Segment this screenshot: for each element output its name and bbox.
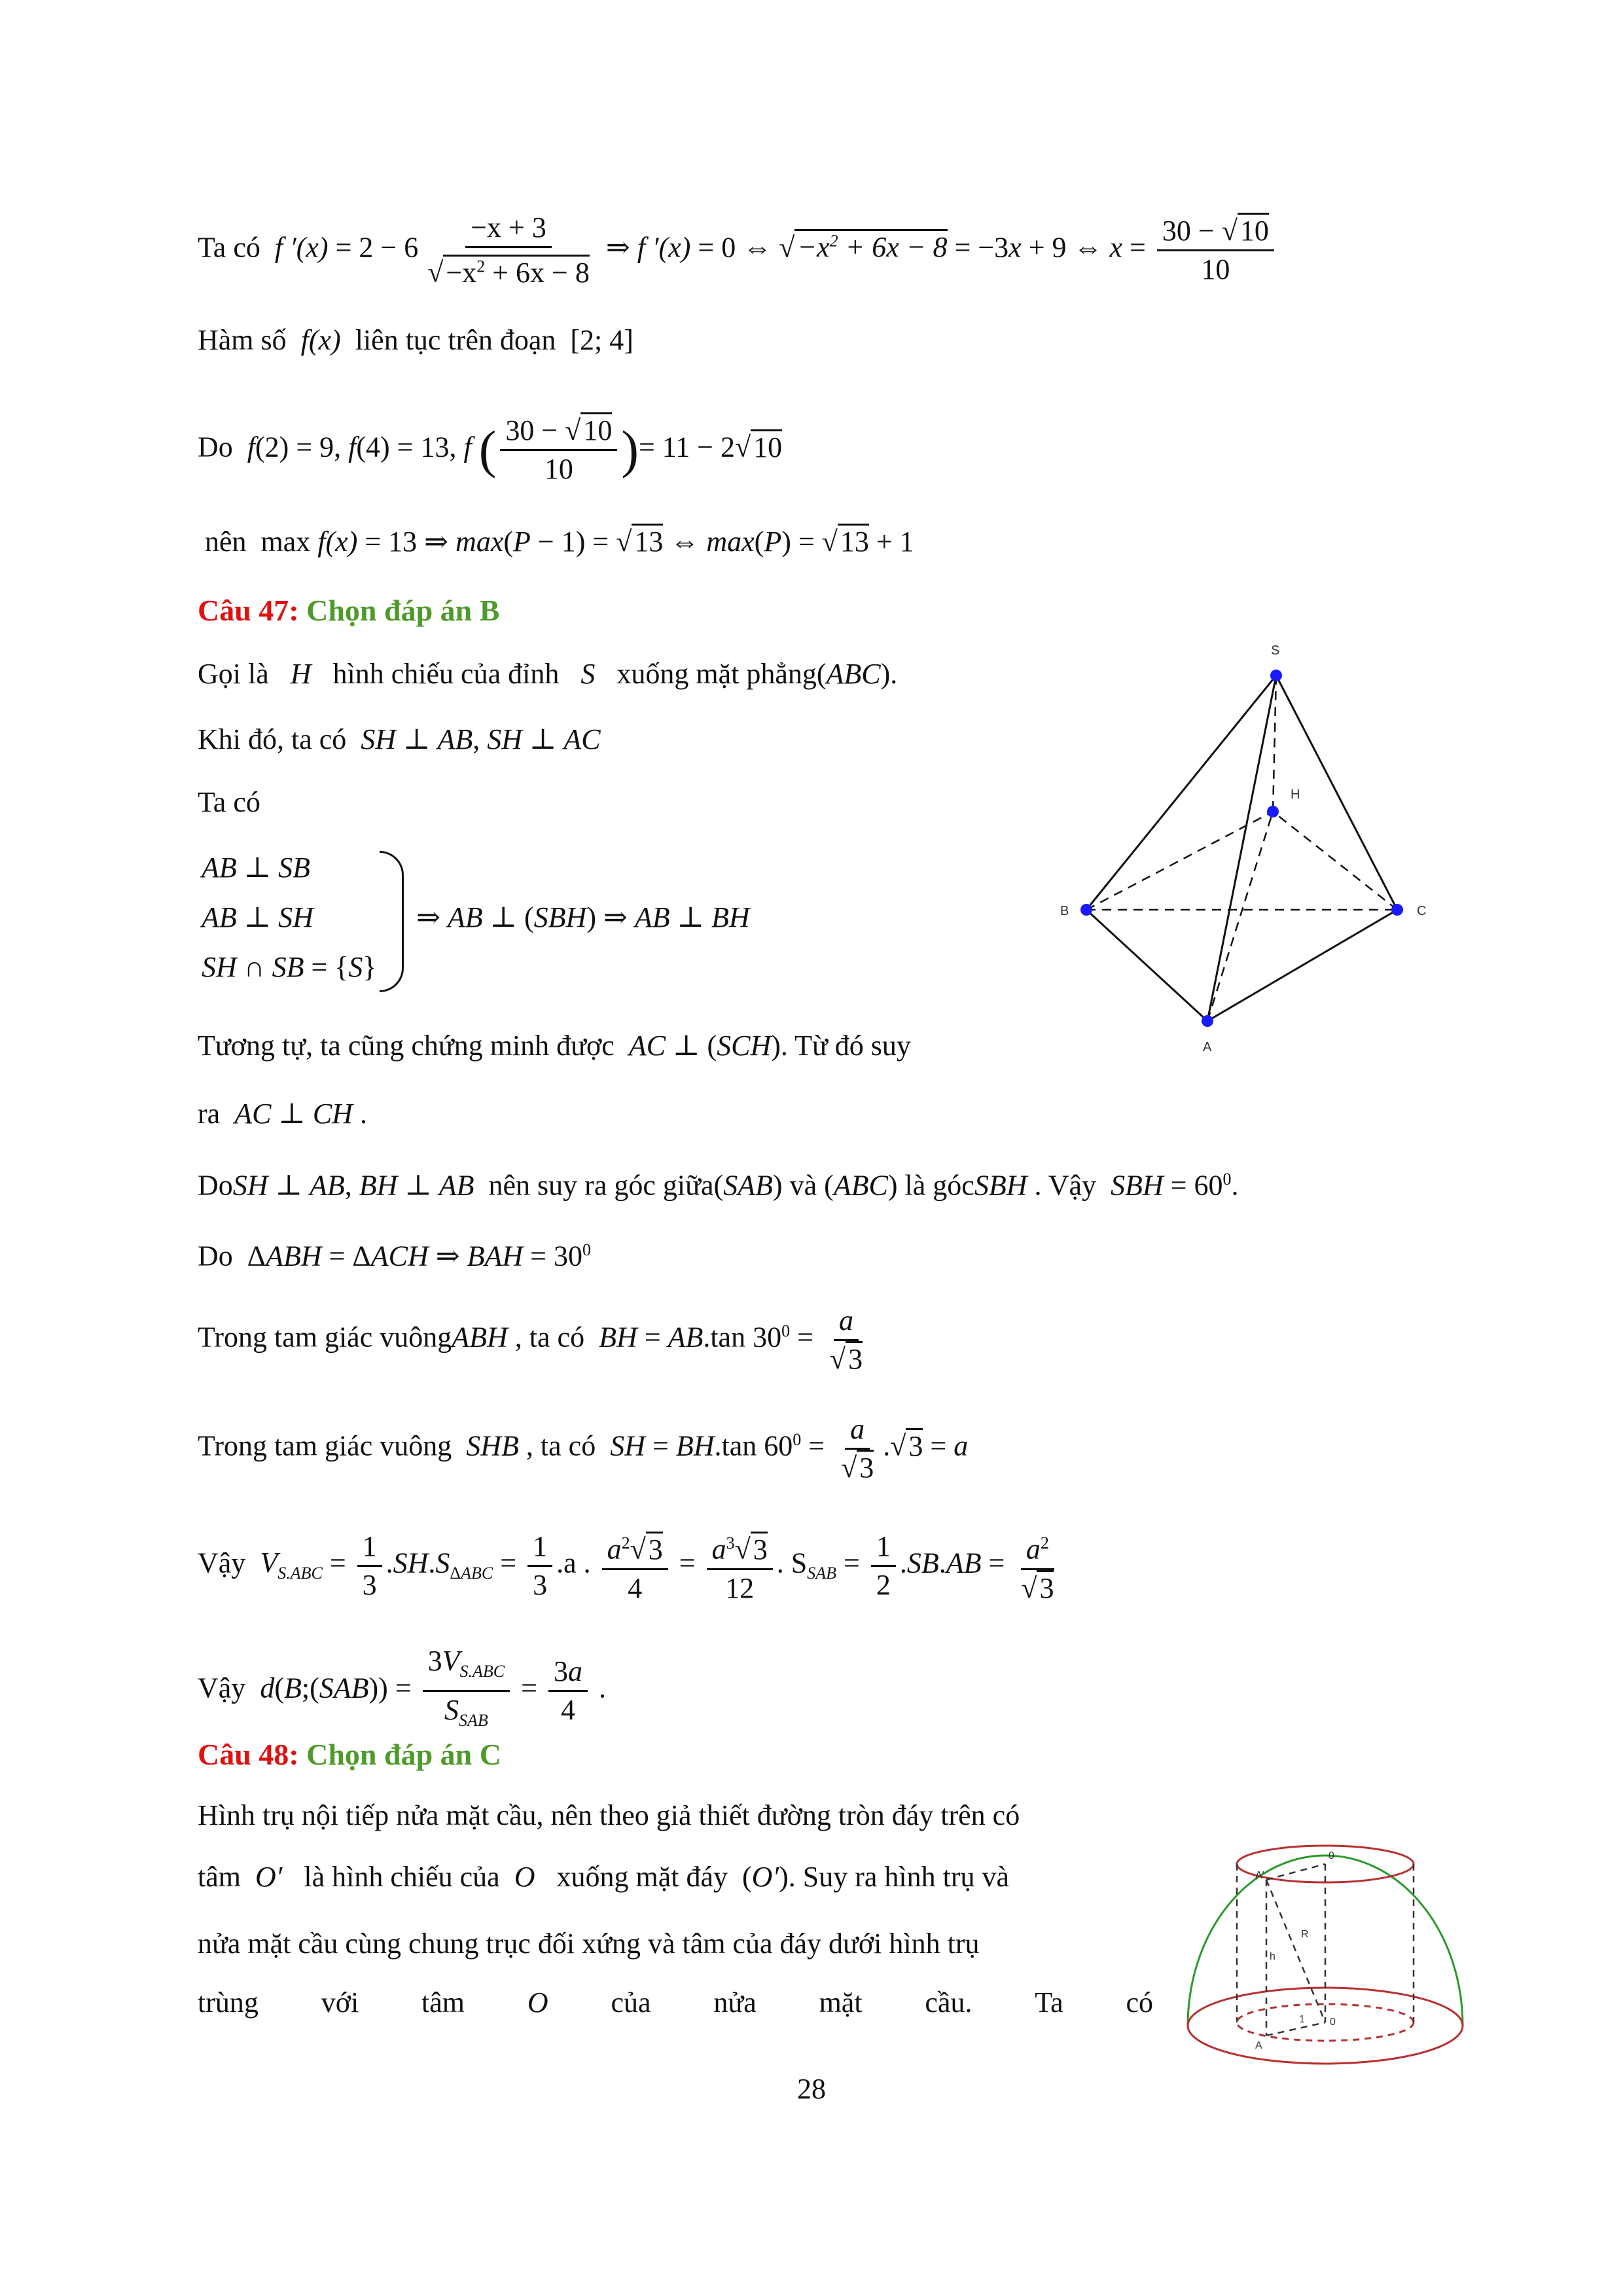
- segment-BH: [1086, 812, 1273, 910]
- line-do-tam-giac: Do ΔABH = ΔACH ⇒ BAH = $30^0$: [198, 1240, 591, 1272]
- label-O-bottom: 0: [1330, 2017, 1336, 2028]
- line-tuong-tu: Tương tự, ta cũng chứng minh được AC ⊥ (SCH). Từ đó suy: [198, 1030, 911, 1062]
- segment-SH: [1273, 675, 1276, 812]
- label-R: R: [1301, 1929, 1309, 1940]
- system-result: ⇒ AB ⊥ (SBH) ⇒ AB ⊥ BH: [416, 901, 750, 933]
- pyramid-figure: [1047, 635, 1479, 1067]
- label-C: C: [1417, 904, 1427, 918]
- line-bh: Trong tam giác vuôngABH , ta có BH = AB.tan $30^0$ = $\frac{a}{√3}$: [198, 1302, 872, 1378]
- edge-SB: [1086, 675, 1276, 910]
- point-B: [1080, 904, 1092, 916]
- system-brace: [380, 851, 404, 992]
- point-A: [1202, 1015, 1213, 1027]
- segment-AH: [1207, 812, 1273, 1021]
- point-C: [1391, 904, 1403, 916]
- label-B: B: [1060, 904, 1069, 918]
- segment-CH: [1273, 812, 1397, 910]
- system-row-1: AB ⊥ SB: [202, 852, 311, 884]
- label-A-bottom: A: [1255, 2040, 1262, 2051]
- point-S: [1270, 670, 1282, 681]
- point-H: [1267, 806, 1279, 817]
- label-A-top: A': [1255, 1870, 1264, 1881]
- label-O-top: 0: [1329, 1850, 1334, 1861]
- line-h1: Hình trụ nội tiếp nửa mặt cầu, nên theo giả thiết đường tròn đáy trên có: [198, 1799, 1020, 1831]
- line-ta-co: Ta có: [198, 786, 260, 818]
- label-H: H: [1291, 787, 1300, 802]
- line-do-goc: DoSH ⊥ AB, BH ⊥ AB nên suy ra góc giữa(SAB) và (ABC) là gócSBH . Vậy SBH = $60^0$.: [198, 1169, 1239, 1202]
- line-sh: Trong tam giác vuông SHB , ta có SH = BH.tan $60^0$ = $\frac{a}{√3}$ .√3 = a: [198, 1411, 968, 1486]
- line-goi: Gọi là H hình chiếu của đỉnh S xuống mặt phẳng(ABC).: [198, 658, 898, 690]
- edge-SA: [1207, 675, 1276, 1021]
- edge-CA: [1207, 910, 1397, 1021]
- question-47-heading: Câu 47: Chọn đáp án B: [198, 594, 500, 627]
- line-volume: Vậy $V_{S.ABC}$ = $\frac{1}{3}$ $.SH.S_{\Delta ABC}$ = $\frac{1}{3}$ .a . $\frac{a^2√3}{4}$ = $\frac{a^3√3}{12}$ . $S_{SAB}$ = $\frac{1}{2}$ .SB.AB = $\frac{a^2}{√3}$: [198, 1525, 1063, 1607]
- hemisphere-cylinder-figure: [1171, 1806, 1479, 2081]
- label-one: 1: [1299, 2014, 1305, 2025]
- label-S: S: [1271, 643, 1280, 658]
- system-row-3: SH ∩ SB = {S}: [202, 951, 377, 983]
- line-distance: Vậy d(B;(SAB)) = $\frac{3V_{S.ABC}}{S_{SAB}}$ = $\frac{3a}{4}$ .: [198, 1643, 606, 1739]
- radius-bottom: [1266, 2022, 1325, 2036]
- line-values: Do f(2) = 9, f(4) = 13, f ( $\frac{30 - √10}{10}$ )= 11 − 2√10: [198, 412, 782, 488]
- line-max: nên max f(x) = 13 ⇒ max(P − 1) = √13 ⇔ max(P) = √13 + 1: [198, 522, 914, 562]
- line-khi-do: Khi đó, ta có SH ⊥ AB, SH ⊥ AC: [198, 723, 601, 755]
- label-h: h: [1270, 1951, 1275, 1962]
- line-h4: trùng với tâm O của nửa mặt cầu. Ta có: [198, 1986, 1153, 2018]
- line-derivative: Ta có f ′(x) = 2 − 6 $\frac{-x + 3}{√-x^2 + 6x - 8}$ ⇒ f ′(x) = 0 ⇔ $√-x^2 + 6x - 8 = -3x + 9$ ⇔ x = $\frac{30 - √10}{10}$: [198, 209, 1278, 291]
- page-number: 28: [797, 2073, 826, 2105]
- line-ra: ra AC ⊥ CH .: [198, 1098, 367, 1130]
- system-row-2: AB ⊥ SH: [202, 901, 313, 933]
- line-continuity: Hàm số f(x) liên tục trên đoạn [2; 4]: [198, 324, 633, 356]
- edge-BA: [1086, 910, 1207, 1021]
- question-48-heading: Câu 48: Chọn đáp án C: [198, 1738, 501, 1771]
- line-h2: tâm O′ là hình chiếu của O xuống mặt đáy (O′). Suy ra hình trụ và: [198, 1861, 1010, 1893]
- label-A: A: [1203, 1040, 1212, 1054]
- line-h3: nửa mặt cầu cùng chung trục đối xứng và tâm của đáy dưới hình trụ: [198, 1928, 980, 1960]
